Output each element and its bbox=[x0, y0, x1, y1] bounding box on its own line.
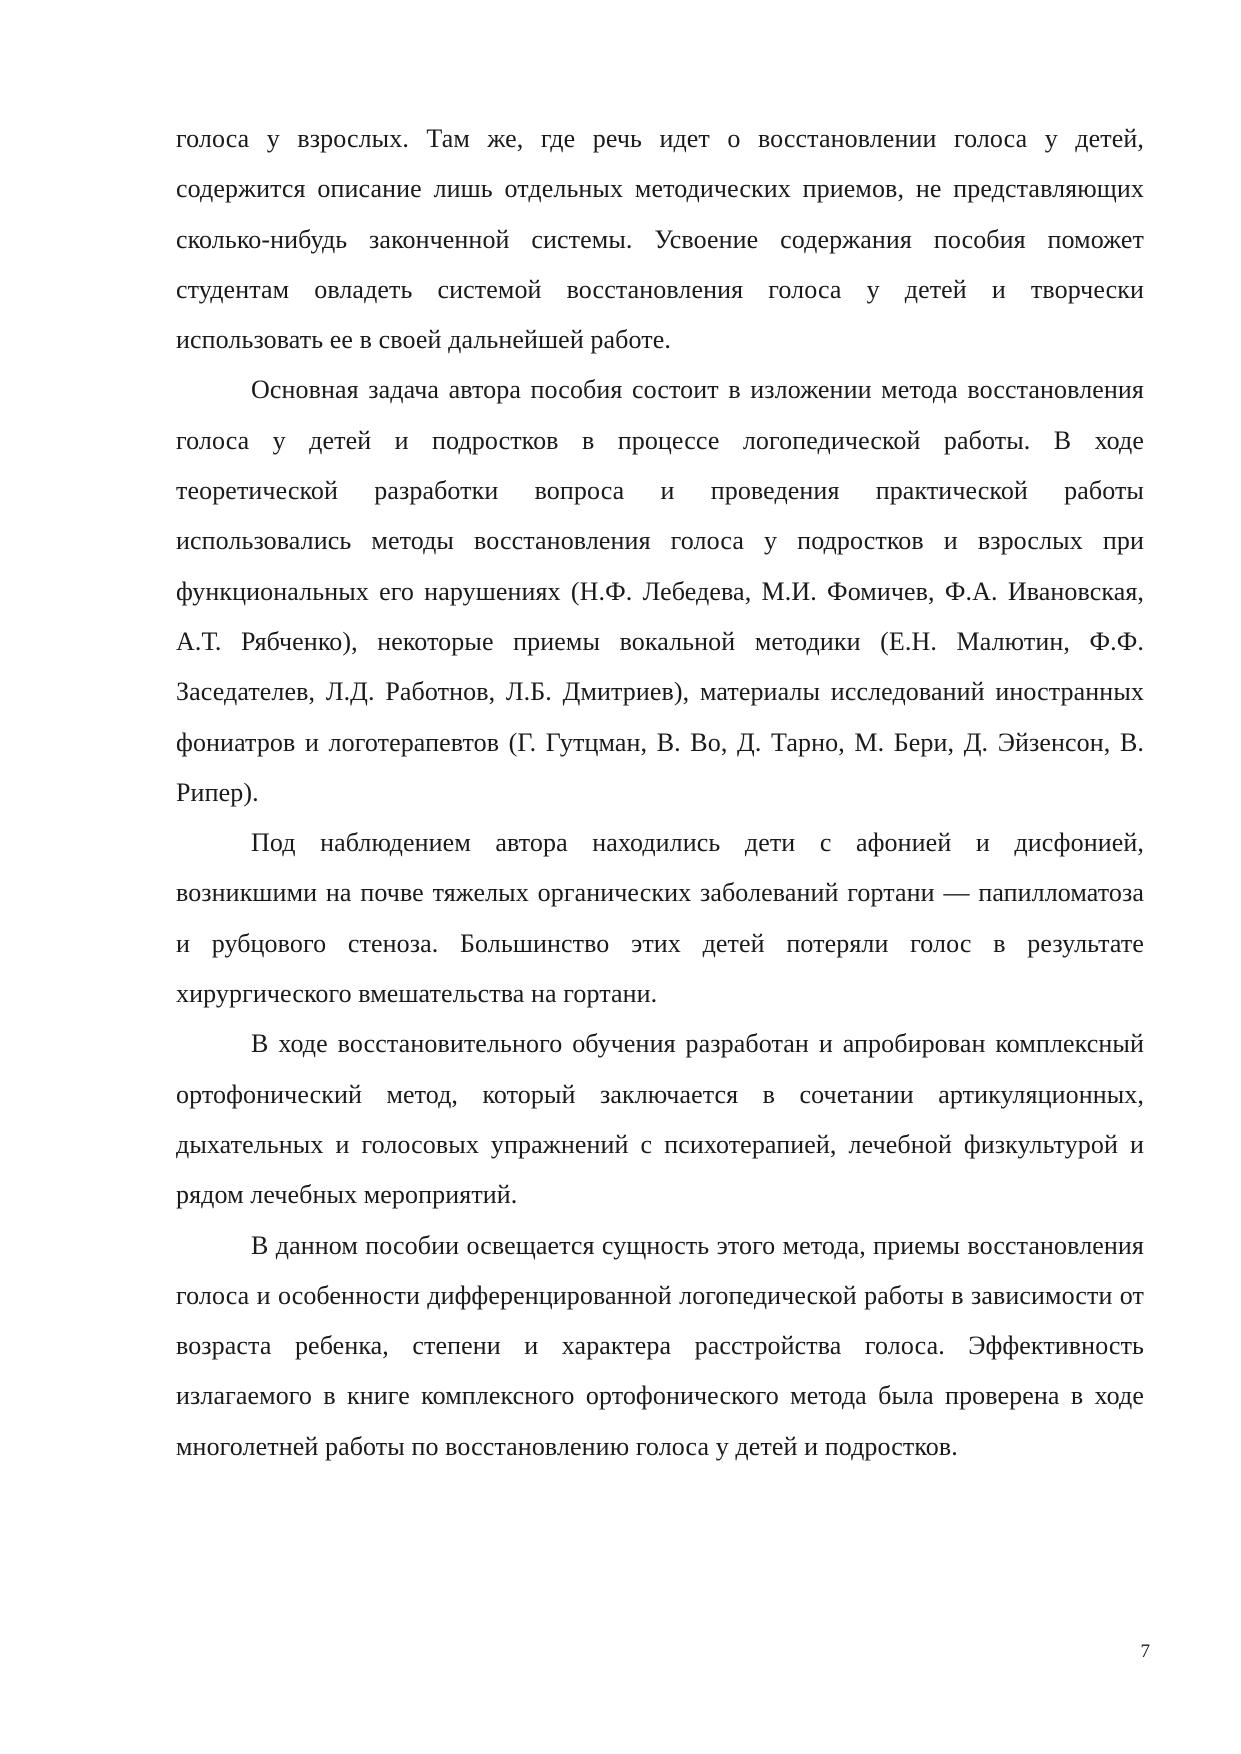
paragraph-method: В ходе восстановительного обучения разработан и апробирован комплексный ортофонический метод, который заключается в сочетании артикуляционных, дыхательных и голосовых упражнений с психотерапией, лечебной физкультурой и рядом лечебных мероприятий. bbox=[176, 1029, 1144, 1210]
body-text bbox=[176, 114, 1144, 1472]
paragraph-author-task: Основная задача автора пособия состоит в изложении метода восстановления голоса у детей и подростков в процессе логопедической работы. В ходе теоретической разработки вопроса и проведения практической работы использовались методы восстановления голоса у подростков и взрослых при функциональных его нарушениях (Н.Ф. Лебедева, М.И. Фомичев, Ф.А. Ивановская, А.Т. Рябченко), некоторые приемы вокальной методики (Е.Н. Малютин, Ф.Ф. Заседателев, Л.Д. Работнов, Л.Б. Дмитриев), материалы исследований иностранных фониатров и логотерапевтов (Г. Гутцман, В. Во, Д. Тарно, М. Бери, Д. Эйзенсон, В. Рипер). bbox=[176, 375, 1144, 807]
page-number: 7 bbox=[1140, 1641, 1150, 1662]
paragraph-summary: В данном пособии освещается сущность этого метода, приемы восстановления голоса и особенности дифференцированной логопедической работы в зависимости от возраста ребенка, степени и характера расстройства голоса. Эффективность излагаемого в книге комплексного ортофонического метода была проверена в ходе многолетней работы по восстановлению голоса у детей и подростков. bbox=[176, 1230, 1144, 1461]
paragraph-observation: Под наблюдением автора находились дети с афонией и дисфонией, возникшими на почве тяжелых органических заболеваний гортани — папилломатоза и рубцового стеноза. Большинство этих детей потеряли голос в результате хирургического вмешательства на гортани. bbox=[176, 828, 1144, 1009]
paragraph-continuation: голоса у взрослых. Там же, где речь идет о восстановлении голоса у детей, содержится описание лишь отдельных методических приемов, не представляющих сколько-нибудь законченной системы. Усвоение содержания пособия поможет студентам овладеть системой восстановления голоса у детей и творчески использовать ее в своей дальнейшей работе. bbox=[176, 124, 1144, 355]
